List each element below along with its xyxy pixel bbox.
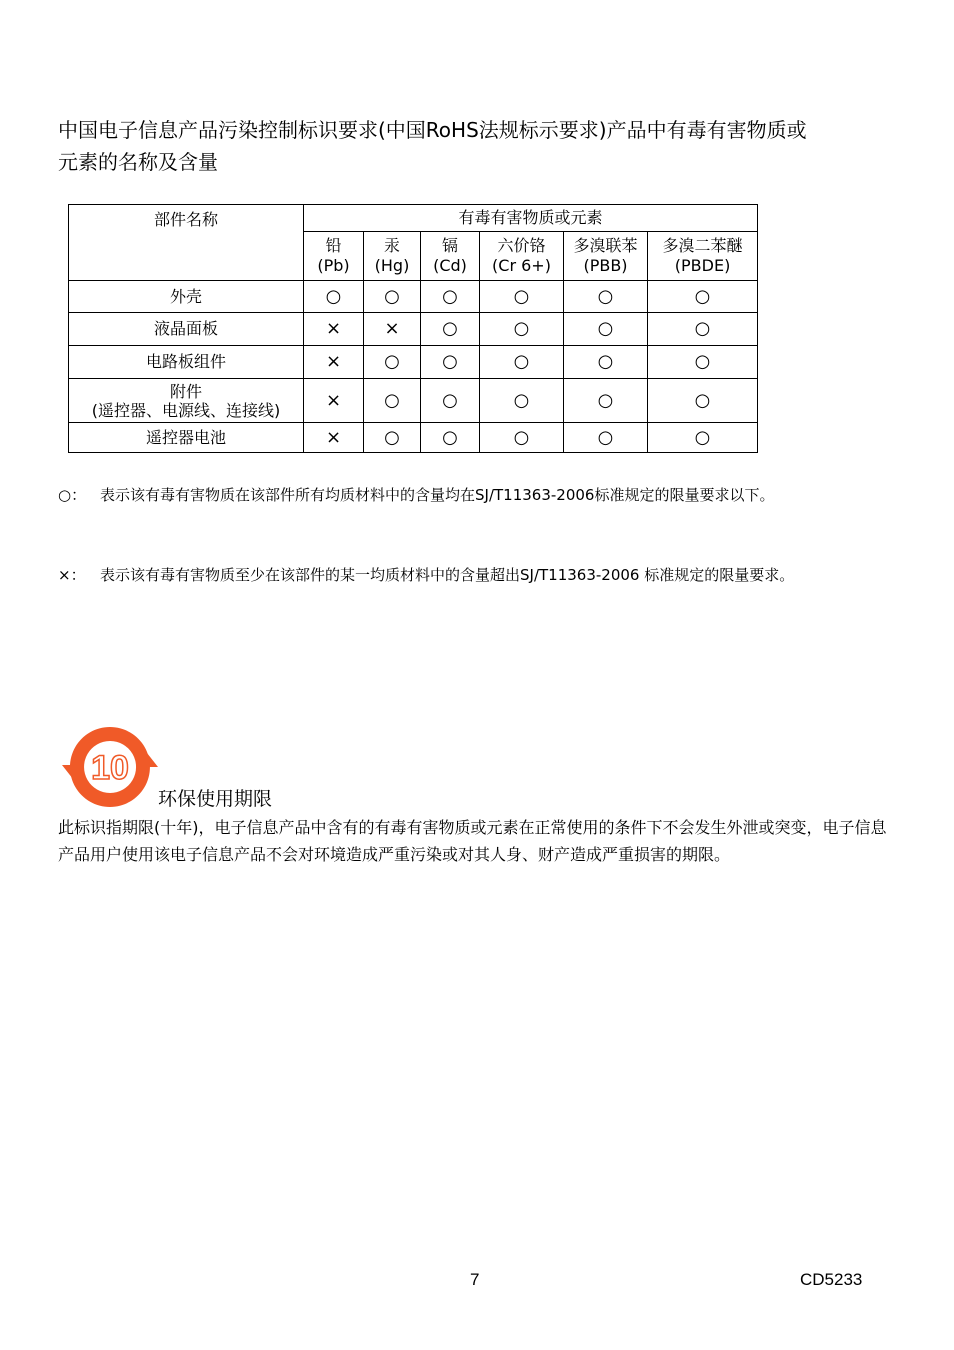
mark-cell: ○ [364, 423, 421, 453]
cross-symbol: ×： [58, 566, 86, 584]
note-cross-text: 表示该有毒有害物质至少在该部件的某一均质材料中的含量超出SJ/T11363-2006 标准规定的限量要求。 [100, 566, 795, 584]
substance-name: 多溴二苯醚 [662, 236, 743, 255]
substance-code: (PBB) [583, 256, 628, 275]
substance-code: (PBDE) [674, 256, 731, 275]
mark-cell: × [304, 379, 364, 423]
mark-cell: ○ [480, 346, 564, 379]
mark-cell: ○ [480, 313, 564, 346]
hazardous-substances-table [68, 204, 758, 453]
table-row [69, 281, 758, 313]
table-header-row [69, 205, 758, 232]
table-row [69, 379, 758, 423]
mark-cell: ○ [421, 379, 480, 423]
substance-header-pbb [564, 232, 648, 281]
mark-cell: ○ [648, 346, 758, 379]
substance-header-hg [364, 232, 421, 281]
mark-cell: ○ [564, 379, 648, 423]
epup-label: 环保使用期限 [158, 788, 273, 810]
part-name [69, 379, 304, 423]
page-title: 中国电子信息产品污染控制标识要求(中国RoHS法规标示要求)产品中有毒有害物质或 元素的名称及含量 [58, 118, 807, 174]
substance-name: 六价铬 [497, 236, 546, 255]
mark-cell: ○ [364, 281, 421, 313]
mark-cell: ○ [421, 423, 480, 453]
note-circle [58, 481, 898, 510]
mark-cell: ○ [564, 423, 648, 453]
substance-code: (Cr 6+) [492, 256, 551, 275]
substance-code: (Cd) [433, 256, 467, 275]
mark-cell: ○ [421, 281, 480, 313]
substance-code: (Pb) [317, 256, 350, 275]
substance-name: 镉 [441, 236, 458, 255]
part-name: 遥控器电池 [69, 423, 304, 453]
part-name: 外壳 [69, 281, 304, 313]
mark-cell: ○ [421, 346, 480, 379]
mark-cell: ○ [364, 346, 421, 379]
substances-header: 有毒有害物质或元素 [304, 205, 758, 232]
epup-description: 此标识指期限(十年)，电子信息产品中含有的有毒有害物质或元素在正常使用的条件下不会发生外泄或突变，电子信息产品用户使用该电子信息产品不会对环境造成严重污染或对其人身、财产造成严重损害的期限。 [58, 818, 887, 864]
mark-cell: × [304, 346, 364, 379]
mark-cell: × [304, 423, 364, 453]
substance-header-pb [304, 232, 364, 281]
part-name: 液晶面板 [69, 313, 304, 346]
table-row [69, 313, 758, 346]
mark-cell: ○ [421, 313, 480, 346]
substance-code: (Hg) [374, 256, 410, 275]
mark-cell: ○ [564, 281, 648, 313]
mark-cell: ○ [480, 379, 564, 423]
mark-cell: ○ [304, 281, 364, 313]
circle-symbol: ○： [58, 486, 87, 504]
part-name-main: 附件 [169, 381, 202, 401]
mark-cell: ○ [564, 346, 648, 379]
substance-name: 多溴联苯 [573, 236, 638, 255]
substance-name: 汞 [383, 236, 400, 255]
mark-cell: ○ [648, 313, 758, 346]
note-cross [58, 561, 898, 590]
mark-cell: ○ [364, 379, 421, 423]
substance-header-cr6 [480, 232, 564, 281]
mark-cell: ○ [648, 281, 758, 313]
part-name: 电路板组件 [69, 346, 304, 379]
table-row [69, 423, 758, 453]
table-row [69, 346, 758, 379]
mark-cell: × [364, 313, 421, 346]
mark-cell: ○ [480, 281, 564, 313]
substance-header-cd [421, 232, 480, 281]
note-circle-text: 表示该有毒有害物质在该部件所有均质材料中的含量均在SJ/T11363-2006标准规定的限量要求以下。 [100, 486, 775, 504]
mark-cell: × [304, 313, 364, 346]
model-number: CD5233 [800, 1270, 863, 1289]
part-name-header: 部件名称 [69, 205, 304, 281]
page-number: 7 [470, 1270, 480, 1289]
part-name-detail: (遥控器、电源线、连接线) [91, 400, 281, 420]
mark-cell: ○ [648, 423, 758, 453]
epup-10-year-logo-icon [62, 723, 158, 809]
mark-cell: ○ [480, 423, 564, 453]
mark-cell: ○ [564, 313, 648, 346]
substance-name: 铅 [325, 236, 342, 255]
substance-header-pbde [648, 232, 758, 281]
logo-number: 10 [91, 749, 129, 787]
mark-cell: ○ [648, 379, 758, 423]
